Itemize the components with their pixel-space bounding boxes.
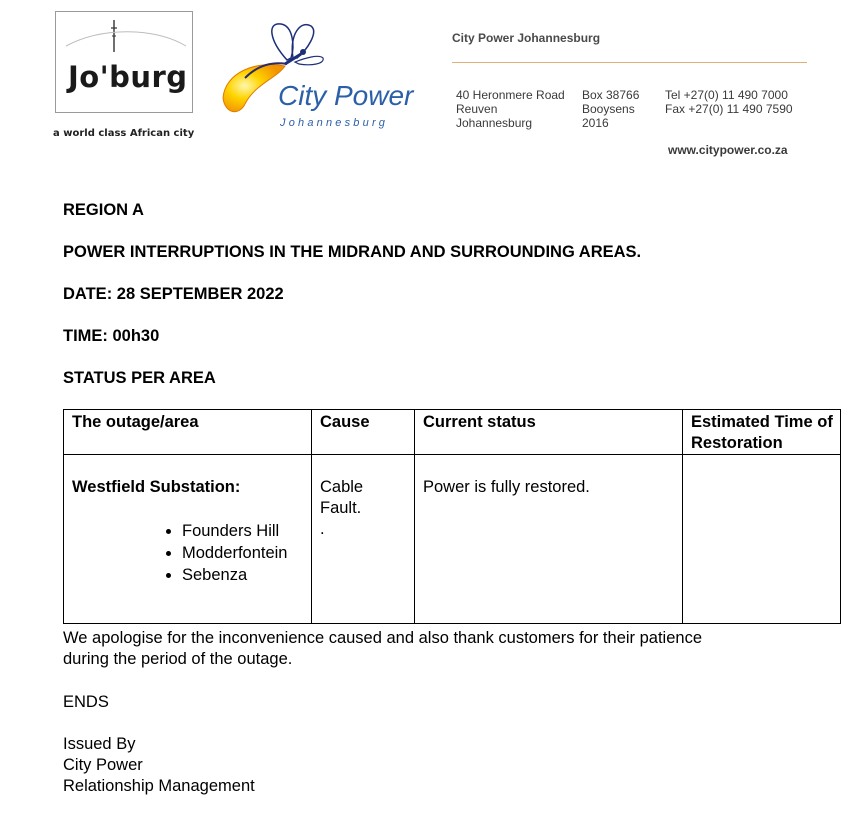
joburg-wordmark: Jo'burg [68,60,188,94]
column-header: Current status [415,410,683,455]
box-line: Booysens [582,102,635,116]
postal-box-block [582,88,639,130]
status-heading: STATUS PER AREA [63,369,216,387]
box-line: Box 38766 [582,88,640,102]
issued-by-block [63,734,255,797]
suburb-list [72,520,304,586]
apology-line: We apologise for the inconvenience caused and also thank customers for their patience [63,629,702,647]
company-name: City Power Johannesburg [452,31,601,45]
list-item: • Founders Hill [182,520,304,542]
address-line: 40 Heronmere Road [456,88,565,102]
website-link[interactable]: www.citypower.co.za [668,143,788,157]
cause-cell [312,455,415,624]
etr-cell [683,455,841,624]
box-line: 2016 [582,116,609,130]
list-item: • Modderfontein [182,542,304,564]
status-table [63,409,841,624]
city-power-subtitle: Johannesburg [280,117,389,129]
column-header: The outage/area [64,410,312,455]
column-header: Cause [312,410,415,455]
list-item: • Sebenza [182,564,304,586]
joburg-tagline: a world class African city [53,128,195,139]
table-header-row [64,410,841,455]
cause-line: . [320,520,325,538]
joburg-logo [55,11,193,113]
issuer-name: City Power [63,756,143,774]
city-power-name: City Power [278,80,414,111]
telephone: Tel +27(0) 11 490 7000 [665,88,788,102]
apology-line: during the period of the outage. [63,650,293,668]
region-heading: REGION A [63,201,144,219]
issuer-department: Relationship Management [63,777,255,795]
notice-date: DATE: 28 SEPTEMBER 2022 [63,285,284,303]
issued-by-label: Issued By [63,735,136,753]
address-line: Johannesburg [456,116,533,130]
notice-title: POWER INTERRUPTIONS IN THE MIDRAND AND SURROUNDING AREAS. [63,243,642,261]
apology-paragraph [63,628,702,670]
phone-block [665,88,793,116]
cause-line: Cable [320,478,364,496]
address-line: Reuven [456,102,498,116]
ends-label: ENDS [63,693,109,711]
fax: Fax +27(0) 11 490 7590 [665,102,793,116]
cause-line: Fault. [320,499,362,517]
address-block [456,88,565,130]
header-divider [452,62,807,63]
column-header: Estimated Time of Restoration [683,410,841,455]
table-row [64,455,841,624]
area-cell [64,455,312,624]
substation-name: Westfield Substation: [72,478,241,496]
notice-time: TIME: 00h30 [63,327,160,345]
status-cell: Power is fully restored. [415,455,683,624]
